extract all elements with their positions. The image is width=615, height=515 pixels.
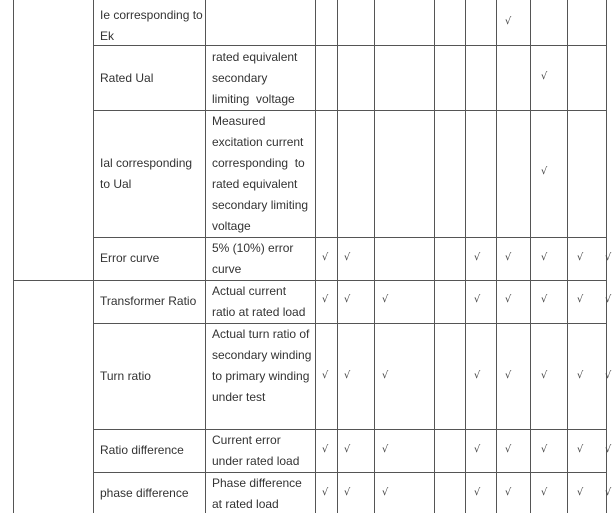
grid-line: [496, 0, 497, 513]
check-mark: √: [540, 487, 548, 498]
grid-line: [530, 0, 531, 513]
check-mark: √: [473, 252, 481, 263]
row-description: 5% (10%) error curve: [212, 241, 294, 276]
row-item-label: Error curve: [100, 251, 160, 265]
row-description: Actual current ratio at rated load: [212, 284, 306, 319]
row-item-label: Ie corresponding to Ek: [100, 8, 203, 43]
check-mark: √: [504, 370, 512, 381]
row-description: Measured excitation current corresponding to rated equivalent secondary limiting voltage: [212, 114, 309, 233]
grid-line: [434, 0, 435, 513]
row-description: Phase difference at rated load: [212, 476, 302, 511]
check-mark: √: [381, 487, 389, 498]
grid-line: [205, 0, 206, 513]
check-mark: √: [343, 487, 351, 498]
check-mark: √: [504, 444, 512, 455]
grid-line: [93, 0, 94, 513]
grid-line: [315, 0, 316, 513]
check-mark: √: [381, 294, 389, 305]
check-mark: √: [321, 444, 329, 455]
check-mark: √: [540, 370, 548, 381]
row-item-label: Turn ratio: [100, 369, 151, 383]
check-mark: √: [473, 370, 481, 381]
grid-line: [13, 0, 14, 513]
row-item-label: Rated Ual: [100, 71, 154, 85]
check-mark: √: [504, 16, 512, 27]
check-mark: √: [540, 252, 548, 263]
grid-line: [93, 429, 607, 430]
check-mark: √: [321, 252, 329, 263]
check-mark: √: [504, 294, 512, 305]
check-mark: √: [381, 444, 389, 455]
row-description: Current error under rated load: [212, 433, 300, 468]
check-mark: √: [343, 294, 351, 305]
check-mark: √: [504, 487, 512, 498]
check-mark: √: [604, 252, 612, 263]
check-mark: √: [576, 487, 584, 498]
check-mark: √: [321, 294, 329, 305]
check-mark: √: [321, 370, 329, 381]
check-mark: √: [381, 370, 389, 381]
check-mark: √: [343, 252, 351, 263]
row-description: rated equivalent secondary limiting voltage: [212, 50, 298, 106]
grid-line: [567, 0, 568, 513]
check-mark: √: [504, 252, 512, 263]
grid-line: [93, 110, 607, 111]
grid-line: [93, 472, 607, 473]
grid-line: [337, 0, 338, 513]
check-mark: √: [576, 370, 584, 381]
check-mark: √: [540, 444, 548, 455]
grid-line: [374, 0, 375, 513]
check-mark: √: [343, 444, 351, 455]
check-mark: √: [604, 370, 612, 381]
check-mark: √: [540, 71, 548, 82]
check-mark: √: [473, 444, 481, 455]
grid-line: [465, 0, 466, 513]
check-mark: √: [473, 294, 481, 305]
grid-line: [93, 323, 607, 324]
row-item-label: Ratio difference: [100, 443, 184, 457]
check-mark: √: [576, 252, 584, 263]
check-mark: √: [343, 370, 351, 381]
row-item-label: phase difference: [100, 486, 189, 500]
row-description: Actual turn ratio of secondary winding to primary winding under test: [212, 327, 312, 404]
grid-line: [93, 237, 607, 238]
row-item-label: Transformer Ratio: [100, 294, 197, 308]
check-mark: √: [473, 487, 481, 498]
check-mark: √: [540, 294, 548, 305]
check-mark: √: [576, 444, 584, 455]
check-mark: √: [576, 294, 584, 305]
row-item-label: Ial corresponding to Ual: [100, 156, 193, 191]
check-mark: √: [604, 444, 612, 455]
check-mark: √: [540, 166, 548, 177]
check-mark: √: [321, 487, 329, 498]
check-mark: √: [604, 294, 612, 305]
check-mark: √: [604, 487, 612, 498]
